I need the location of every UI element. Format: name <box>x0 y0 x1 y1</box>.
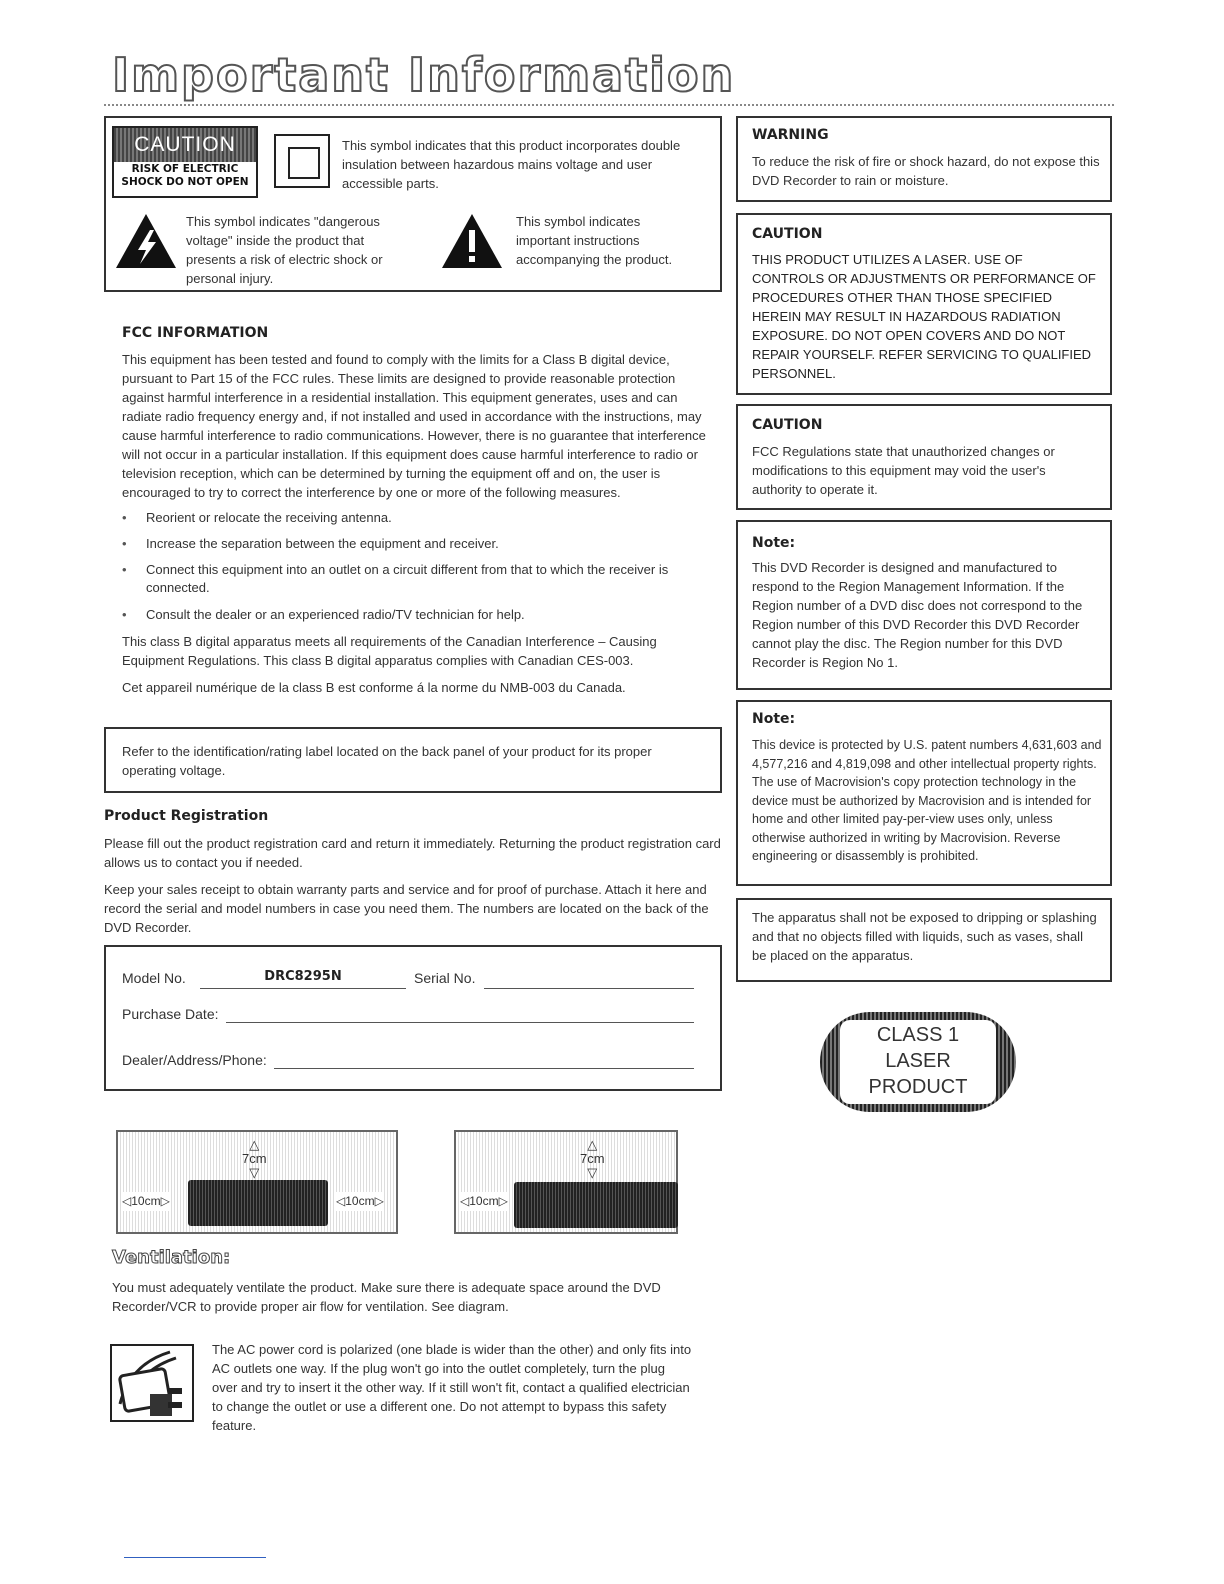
voltage-note-text: Refer to the identification/rating label located on the back panel of your product for its proper operating voltage. <box>122 744 652 778</box>
ventilation-body: You must adequately ventilate the product. Make sure there is adequate space around the DVD Recorder/VCR to provide proper air flow for ventilation. See diagram. <box>112 1280 661 1314</box>
caution-badge-title: CAUTION <box>114 128 256 162</box>
fcc-body: This equipment has been tested and found to comply with the limits for a Class B digital device, pursuant to Part 15 of the FCC rules. These limits are designed to provide reasonable protection against harmful interference in a residential installation. This equipment generates, uses and can radiate radio frequency energy and, if not installed and used in accordance with the instructions, may cause harmful interference to radio communications. However, there is no guarantee that interference will not occur in a particular installation. If this equipment does cause harmful interference to radio or television reception, which can be determined by turning the equipment off and on, the user is encouraged to try to correct the interference by one or more of the following measures. <box>122 352 706 500</box>
ventilation-diagram-side <box>454 1130 678 1234</box>
note-region-heading: Note: <box>752 535 796 551</box>
canada-en-text: This class B digital apparatus meets all requirements of the Canadian Interference – Causing Equipment Regulations. This class B digital apparatus complies with Canadian CES-003. <box>122 634 657 668</box>
model-label: Model No. <box>122 970 186 986</box>
footer-rule <box>124 1557 266 1558</box>
registration-p1: Please fill out the product registration card and return it immediately. Returning the product registration card allows us to contact you if needed. <box>104 836 721 870</box>
power-plug-icon <box>110 1344 194 1422</box>
model-value: DRC8295N <box>264 969 342 984</box>
right-gap-label: ◁10cm▷ <box>336 1192 384 1211</box>
title-divider <box>104 104 1114 106</box>
power-cord-text: The AC power cord is polarized (one blade is wider than the other) and only fits into AC outlets one way. If the plug won't go into the outlet completely, turn the plug over and try to insert it the other way. If it still won't fit, contact a qualified electrician to change the outlet or use a different one. Do not attempt to bypass this safety feature. <box>212 1342 692 1433</box>
warning-body: To reduce the risk of fire or shock hazard, do not expose this DVD Recorder to rain or moisture. <box>752 154 1100 188</box>
model-field[interactable] <box>200 966 406 989</box>
serial-label: Serial No. <box>414 970 476 986</box>
laser-label-line-3: PRODUCT <box>868 1076 968 1098</box>
top-gap-label: △ 7cm ▽ <box>242 1137 267 1180</box>
recorder-side-image <box>514 1182 678 1228</box>
top-gap-label-side: △ 7cm ▽ <box>580 1137 605 1180</box>
fcc-bullet-4: • Consult the dealer or an experienced radio/TV technician for help. <box>146 606 706 624</box>
purchase-date-field[interactable] <box>226 1002 694 1023</box>
double-insulation-icon <box>274 134 330 188</box>
caution-badge-line-1: RISK OF ELECTRIC <box>131 163 239 175</box>
dangerous-voltage-icon <box>114 212 178 270</box>
note-region-body: This DVD Recorder is designed and manufactured to respond to the Region Management Information. If the Region number of a DVD disc does not correspond to the Region number of this DVD Recorder this DVD Recorder cannot play the disc. The Region number for this DVD Recorder is Region No 1. <box>752 560 1083 670</box>
caution-laser-body: THIS PRODUCT UTILIZES A LASER. USE OF CONTROLS OR ADJUSTMENTS OR PERFORMANCE OF PROCEDURES OTHER THAN THOSE SPECIFIED HEREIN MAY RESULT IN HAZARDOUS RADIATION EXPOSURE. DO NOT OPEN COVERS AND DO NOT REPAIR YOURSELF. REFER SERVICING TO QUALIFIED PERSONNEL. <box>752 252 1096 381</box>
left-gap-label: ◁10cm▷ <box>122 1192 170 1211</box>
dangerous-voltage-text: This symbol indicates "dangerous voltage" inside the product that presents a risk of electric shock or personal injury. <box>186 214 383 286</box>
ventilation-heading: Ventilation: <box>112 1247 231 1268</box>
dripping-text: The apparatus shall not be exposed to dripping or splashing and that no objects filled with liquids, such as vases, shall be placed on the apparatus. <box>752 910 1097 963</box>
important-instructions-text: This symbol indicates important instructions accompanying the product. <box>516 214 673 267</box>
caution-laser-heading: CAUTION <box>752 226 823 242</box>
double-insulation-text: This symbol indicates that this product incorporates double insulation between hazardous mains voltage and user accessible parts. <box>342 138 681 191</box>
recorder-front-image <box>188 1180 328 1226</box>
caution-badge <box>112 126 258 198</box>
registration-heading: Product Registration <box>104 808 269 824</box>
canada-fr-text: Cet appareil numérique de la class B est conforme á la norme du NMB-003 du Canada. <box>122 680 626 695</box>
ventilation-diagram-front <box>116 1130 398 1234</box>
caution-badge-line-2: SHOCK DO NOT OPEN <box>121 176 249 188</box>
page-title: Important Information <box>112 48 736 102</box>
caution-fcc-heading: CAUTION <box>752 417 823 433</box>
laser-label-line-2: LASER <box>885 1050 951 1072</box>
laser-label-line-1: CLASS 1 <box>876 1024 960 1046</box>
laser-class-label <box>820 1012 1016 1112</box>
fcc-heading: FCC INFORMATION <box>122 325 269 341</box>
caution-fcc-body: FCC Regulations state that unauthorized changes or modifications to this equipment may void the user's authority to operate it. <box>752 444 1055 497</box>
note-patent-body: This device is protected by U.S. patent numbers 4,631,603 and 4,577,216 and 4,819,098 and other intellectual property rights. The use of Macrovision's copy protection technology in the device must be authorized by Macrovision and is intended for home and other limited pay-per-view uses only, unless otherwise authorized in writing by Macrovision. Reverse engineering or disassembly is prohibited. <box>752 738 1102 863</box>
dealer-label: Dealer/Address/Phone: <box>122 1052 267 1068</box>
purchase-date-label: Purchase Date: <box>122 1006 219 1022</box>
side-gap-label: ◁10cm▷ <box>460 1192 508 1211</box>
registration-p2: Keep your sales receipt to obtain warranty parts and service and for proof of purchase. Attach it here and record the serial and model numbers in case you need them. The numbers are located on the back of the DVD Recorder. <box>104 882 709 935</box>
note-patent-heading: Note: <box>752 711 796 727</box>
fcc-bullet-1: • Reorient or relocate the receiving antenna. <box>146 509 706 527</box>
exclamation-warning-icon <box>440 212 504 270</box>
fcc-bullet-3: • Connect this equipment into an outlet on a circuit different from that to which the receiver is connected. <box>146 561 706 597</box>
warning-heading: WARNING <box>752 127 829 143</box>
dealer-field[interactable] <box>274 1048 694 1069</box>
serial-field[interactable] <box>484 966 694 989</box>
fcc-bullet-2: • Increase the separation between the equipment and receiver. <box>146 535 706 553</box>
